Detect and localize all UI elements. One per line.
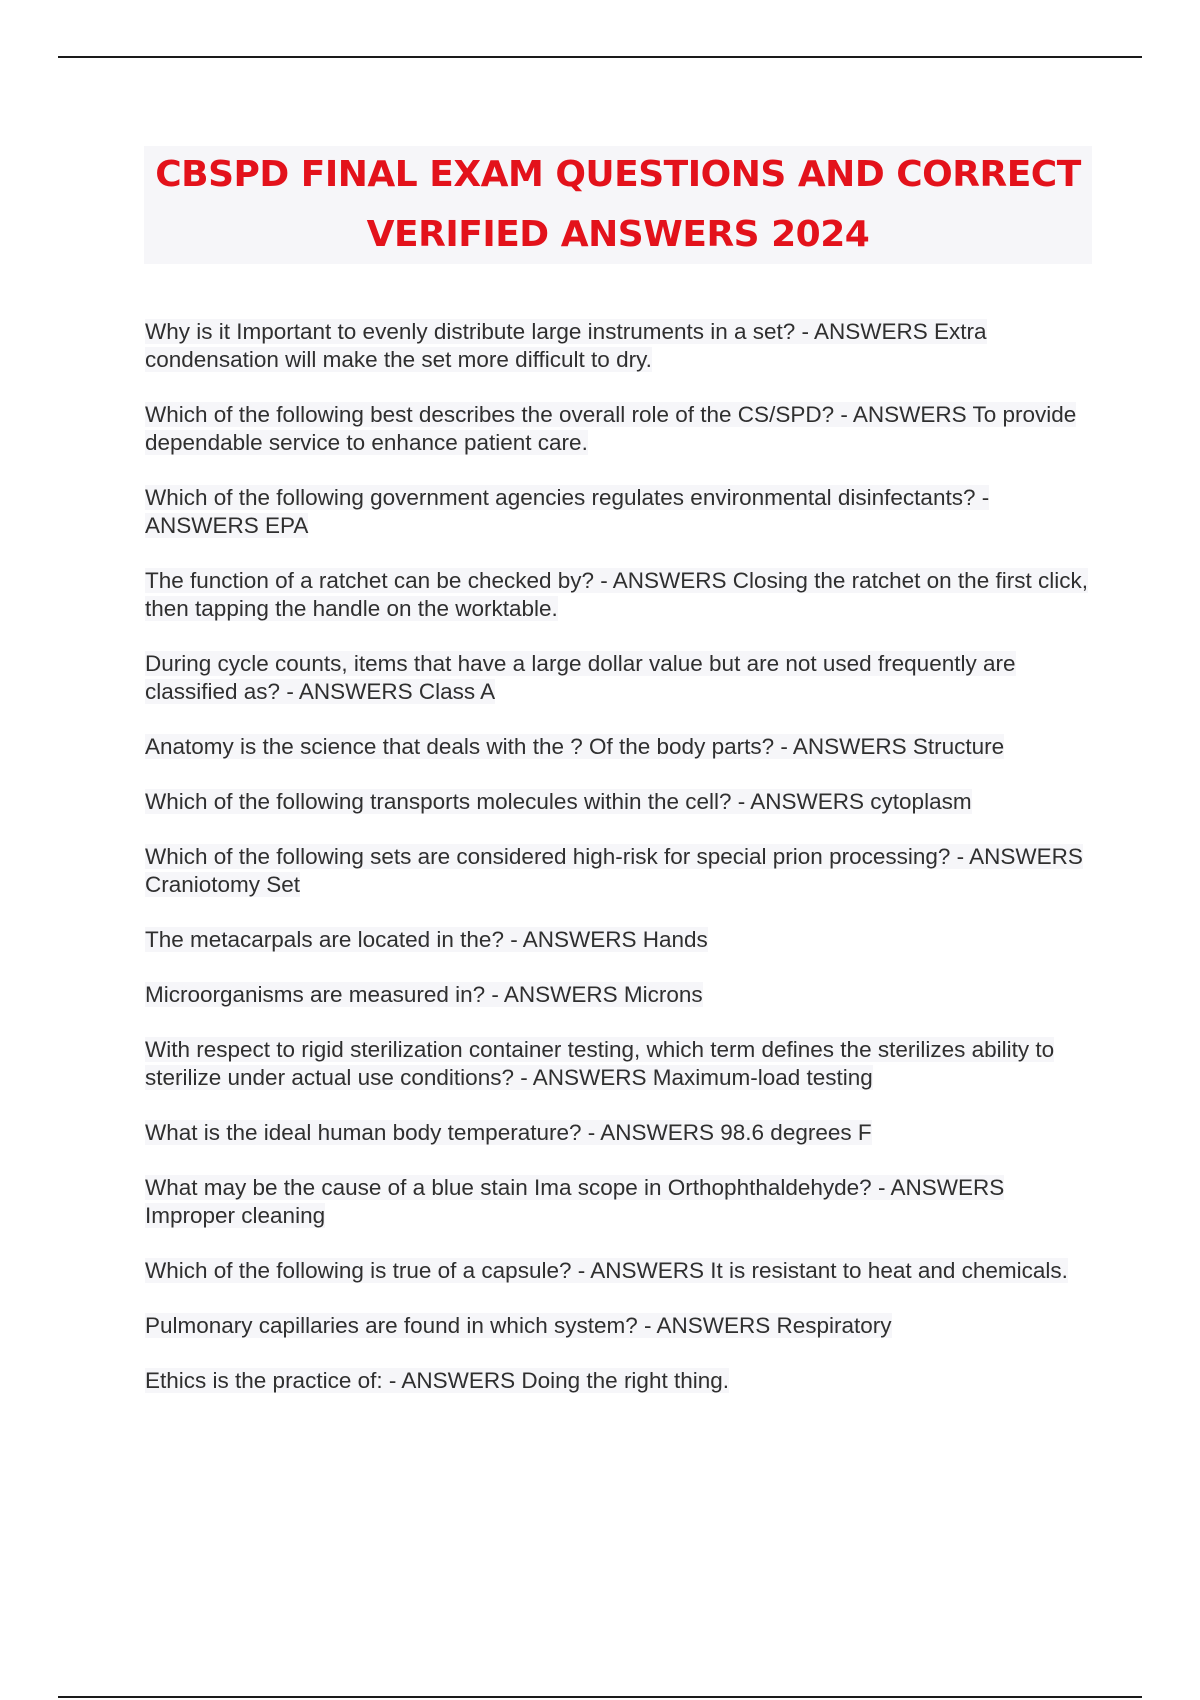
qa-text: With respect to rigid sterilization container testing, which term defines the sterilizes ability to sterilize under actual use conditions? - ANSWERS Maximum-load testing (145, 1037, 1055, 1090)
qa-item (145, 1367, 1095, 1395)
qa-item (145, 318, 1095, 374)
qa-item (145, 401, 1095, 457)
qa-item (145, 484, 1095, 540)
qa-item (145, 1174, 1095, 1230)
qa-text: What is the ideal human body temperature? - ANSWERS 98.6 degrees F (145, 1120, 872, 1145)
qa-text: The metacarpals are located in the? - ANSWERS Hands (145, 927, 708, 952)
qa-item (145, 567, 1095, 623)
qa-text: Which of the following best describes the overall role of the CS/SPD? - ANSWERS To provide dependable service to enhance patient care. (145, 402, 1077, 455)
qa-text: Ethics is the practice of: - ANSWERS Doing the right thing. (145, 1368, 730, 1393)
qa-text: The function of a ratchet can be checked by? - ANSWERS Closing the ratchet on the first click, then tapping the handle on the worktable. (145, 568, 1088, 621)
title-line-1: CBSPD FINAL EXAM QUESTIONS AND CORRECT (155, 154, 1081, 195)
qa-text: Which of the following sets are considered high-risk for special prion processing? - ANSWERS Craniotomy Set (145, 844, 1083, 897)
qa-item (145, 981, 1095, 1009)
footer-rule (58, 1696, 1142, 1698)
qa-item (145, 650, 1095, 706)
qa-item (145, 788, 1095, 816)
qa-text: Microorganisms are measured in? - ANSWERS Microns (145, 982, 703, 1007)
qa-text: Which of the following transports molecules within the cell? - ANSWERS cytoplasm (145, 789, 972, 814)
qa-text: What may be the cause of a blue stain Ima scope in Orthophthaldehyde? - ANSWERS Improper cleaning (145, 1175, 1005, 1228)
qa-text: Which of the following government agencies regulates environmental disinfectants? - ANSWERS EPA (145, 485, 990, 538)
qa-item (145, 1257, 1095, 1285)
qa-text: During cycle counts, items that have a large dollar value but are not used frequently are classified as? - ANSWERS Class A (145, 651, 1016, 704)
qa-item (145, 843, 1095, 899)
header-rule (58, 56, 1142, 58)
qa-item (145, 1312, 1095, 1340)
qa-item (145, 1036, 1095, 1092)
title-line-2: VERIFIED ANSWERS 2024 (366, 214, 870, 255)
qa-text: Pulmonary capillaries are found in which system? - ANSWERS Respiratory (145, 1313, 892, 1338)
qa-text: Which of the following is true of a capsule? - ANSWERS It is resistant to heat and chemicals. (145, 1258, 1068, 1283)
title-box (144, 146, 1092, 264)
document-title (155, 145, 1081, 265)
qa-text: Anatomy is the science that deals with the ? Of the body parts? - ANSWERS Structure (145, 734, 1005, 759)
qa-item (145, 733, 1095, 761)
qa-item (145, 1119, 1095, 1147)
qa-text: Why is it Important to evenly distribute large instruments in a set? - ANSWERS Extra condensation will make the set more difficult to dry. (145, 319, 987, 372)
qa-item (145, 926, 1095, 954)
qa-list (145, 318, 1095, 1422)
